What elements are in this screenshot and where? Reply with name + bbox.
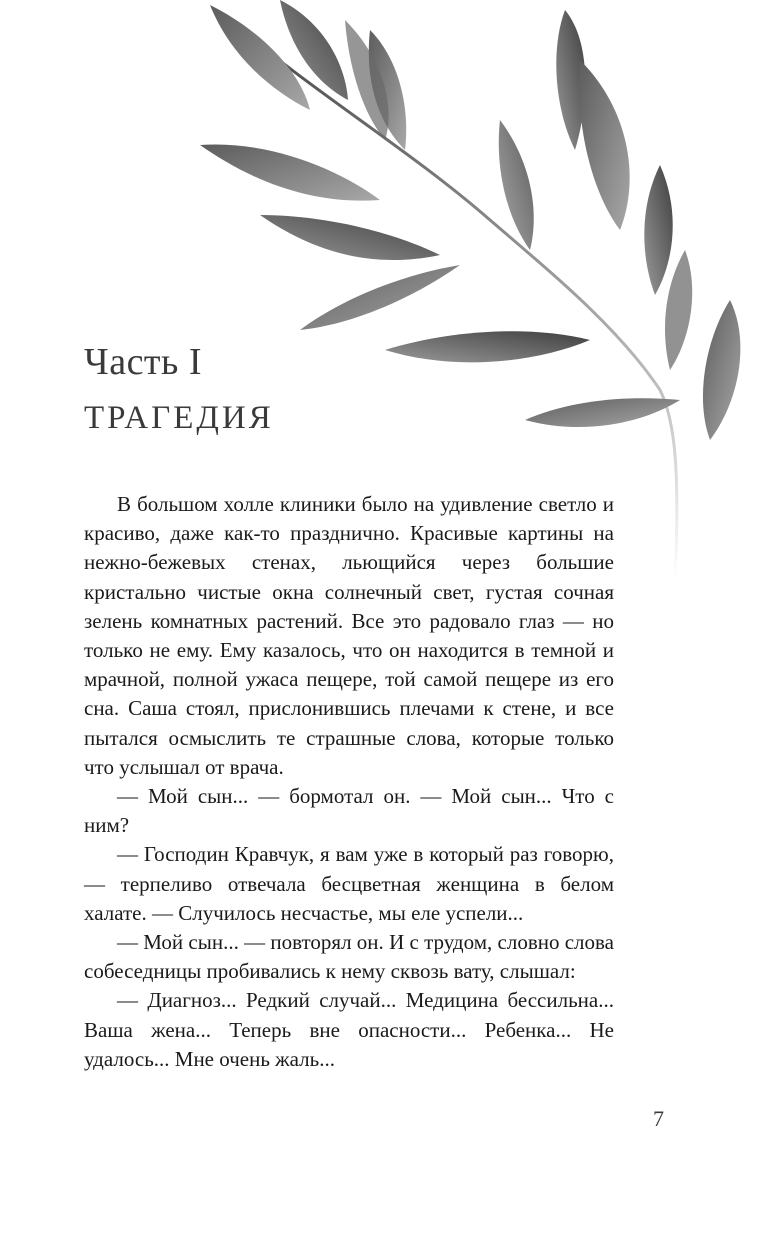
paragraph: — Диагноз... Редкий случай... Медицина бессильна... Ваша жена... Теперь вне опасности... Ребенка... Не удалось... Мне очень жаль... [84, 988, 614, 1071]
paragraph: — Мой сын... — повторял он. И с трудом, словно слова собеседницы пробивались к нему сквозь вату, слышал: [84, 930, 614, 984]
chapter-title: ТРАГЕДИЯ [84, 400, 274, 436]
paragraph: — Мой сын... — бормотал он. — Мой сын... Что с ним? [84, 784, 614, 838]
page-number: 7 [653, 1106, 664, 1131]
body-text [84, 490, 614, 1074]
part-title: Часть I [84, 341, 203, 383]
paragraph: — Господин Кравчук, я вам уже в который раз говорю, — терпеливо отвечала бесцветная женщина в белом халате. — Случилось несчастье, мы еле успели... [84, 842, 614, 925]
paragraph: В большом холле клиники было на удивление светло и красиво, даже как-то празднично. Красивые картины на нежно-бежевых стенах, льющийся через большие кристально чистые окна солнечный свет, густая сочная зелень комнатных растений. Все это радовало глаз — но только не ему. Ему казалось, что он находится в темной и мрачной, полной ужаса пещере, той самой пещере из его сна. Саша стоял, прислонившись плечами к стене, и все пытался осмыслить те страшные слова, которые только что услышал от врача. [84, 492, 614, 779]
